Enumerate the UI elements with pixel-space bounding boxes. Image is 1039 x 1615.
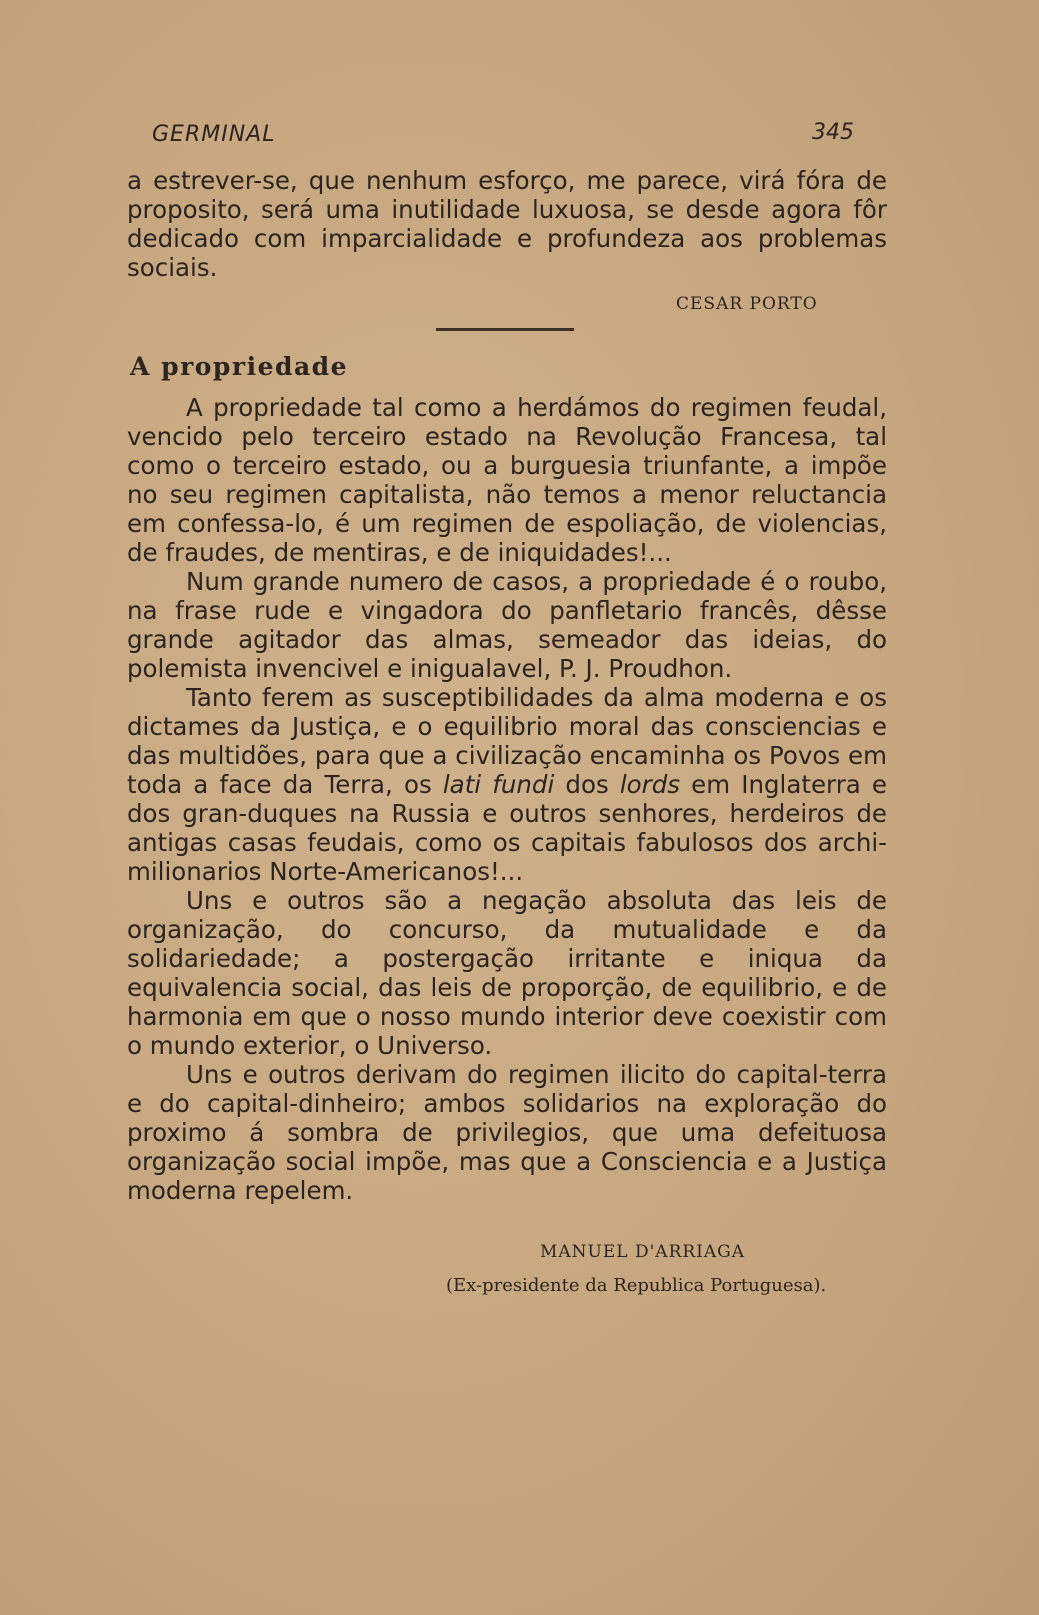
page-number: 345	[812, 120, 854, 145]
paragraph-5: Uns e outros derivam do regimen ilicito do capital-terra e do capital-dinheiro; ambos solidarios na exploração do proximo á sombra de privilegios, que uma defeituosa organização social impõe, mas que a Consciencia e a Justiça moderna repelem.	[127, 1060, 887, 1205]
signature-manuel-arriaga: MANUEL D'ARRIAGA	[540, 1242, 746, 1262]
article-body	[127, 393, 887, 1205]
running-title: GERMINAL	[152, 122, 276, 147]
paragraph-2: Num grande numero de casos, a propriedade é o roubo, na frase rude e vingadora do panfletario francês, dêsse grande agitador das almas, semeador das ideias, do polemista invencivel e inigualavel, P. J. Proudhon.	[127, 567, 887, 683]
paragraph-1: A propriedade tal como a herdámos do regimen feudal, vencido pelo terceiro estado na Revolução Francesa, tal como o terceiro estado, ou a burguesia triunfante, a impõe no seu regimen capitalista, não temos a menor reluctancia em confessa-lo, é um regimen de espoliação, de violencias, de fraudes, de mentiras, e de iniquidades!...	[127, 393, 887, 567]
paragraph-3-part-a: Tanto ferem as susceptibilidades da alma moderna e os dictames da Justiça, e o equilibrio moral das consciencias e das multidões, para que a civilização encaminha os Povos em toda a face da Terra, os	[127, 683, 887, 799]
paragraph-3-lords: lords	[619, 770, 681, 799]
intro-text-block	[127, 166, 887, 282]
paragraph-3-part-c: dos	[554, 770, 620, 799]
section-divider	[436, 328, 574, 331]
section-title: A propriedade	[130, 352, 349, 381]
signature-note: (Ex-presidente da Republica Portuguesa).	[446, 1275, 827, 1296]
paragraph-3-latifundi: lati fundi	[442, 770, 555, 799]
signature-cesar-porto: CESAR PORTO	[676, 294, 818, 314]
paragraph-3-part-e: em Inglaterra e dos gran-duques na Russia e outros senhores, herdeiros de antigas casas feudais, como os capitais fabulosos dos archi-milionarios Norte-Americanos!...	[127, 770, 887, 886]
intro-paragraph: a estrever-se, que nenhum esforço, me parece, virá fóra de proposito, será uma inutilidade luxuosa, se desde agora fôr dedicado com imparcialidade e profundeza aos problemas sociais.	[127, 166, 887, 282]
paragraph-4: Uns e outros são a negação absoluta das leis de organização, do concurso, da mutualidade e da solidariedade; a postergação irritante e iniqua da equivalencia social, das leis de proporção, de equilibrio, e de harmonia em que o nosso mundo interior deve coexistir com o mundo exterior, o Universo.	[127, 886, 887, 1060]
paragraph-3	[127, 683, 887, 886]
